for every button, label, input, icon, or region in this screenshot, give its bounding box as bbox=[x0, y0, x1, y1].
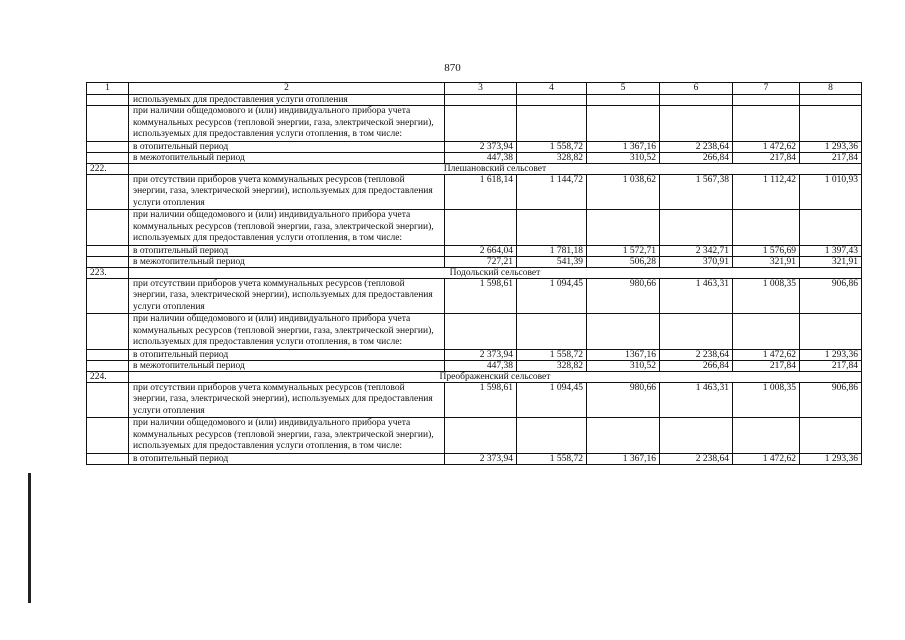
tariff-value-cell bbox=[587, 95, 660, 106]
tariff-value-cell: 1 781,18 bbox=[517, 245, 587, 256]
tariff-value-cell bbox=[733, 210, 800, 246]
table-row bbox=[87, 256, 862, 267]
tariff-value-cell: 217,84 bbox=[800, 152, 862, 163]
tariff-value-cell: 1 472,62 bbox=[733, 141, 800, 152]
table-row bbox=[87, 453, 862, 464]
row-index bbox=[87, 210, 129, 246]
tariff-value-cell bbox=[587, 314, 660, 350]
section-title: Подольский сельсовет bbox=[129, 267, 862, 278]
row-index bbox=[87, 174, 129, 210]
tariff-value-cell: 217,84 bbox=[733, 152, 800, 163]
row-description: при отсутствии приборов учета коммунальных ресурсов (тепловой энергии, газа, электрической энергии), используемых для предоставления услуги отопления bbox=[129, 278, 445, 314]
page-number: 870 bbox=[444, 62, 461, 74]
tariff-value-cell: 2 664,04 bbox=[445, 245, 517, 256]
row-index bbox=[87, 382, 129, 418]
row-index bbox=[87, 278, 129, 314]
tariff-value-cell bbox=[733, 418, 800, 454]
row-description: в межотопительный период bbox=[129, 152, 445, 163]
tariff-value-cell bbox=[587, 106, 660, 142]
tariff-value-cell: 1 618,14 bbox=[445, 174, 517, 210]
column-header: 5 bbox=[587, 83, 660, 95]
tariff-value-cell bbox=[517, 95, 587, 106]
section-index: 222. bbox=[87, 163, 129, 174]
tariff-value-cell: 1 367,16 bbox=[587, 453, 660, 464]
column-header: 2 bbox=[129, 83, 445, 95]
column-header: 3 bbox=[445, 83, 517, 95]
tariff-value-cell bbox=[517, 418, 587, 454]
tariff-value-cell: 506,28 bbox=[587, 256, 660, 267]
tariff-value-cell bbox=[445, 314, 517, 350]
tariff-value-cell: 727,21 bbox=[445, 256, 517, 267]
tariff-value-cell: 2 373,94 bbox=[445, 453, 517, 464]
tariff-value-cell: 1 008,35 bbox=[733, 278, 800, 314]
tariff-value-cell: 321,91 bbox=[733, 256, 800, 267]
tariff-value-cell: 321,91 bbox=[800, 256, 862, 267]
tariff-value-cell: 1 598,61 bbox=[445, 382, 517, 418]
tariff-value-cell bbox=[517, 314, 587, 350]
column-number-row bbox=[87, 83, 862, 95]
section-index: 223. bbox=[87, 267, 129, 278]
tariff-value-cell: 1 558,72 bbox=[517, 349, 587, 360]
table-row bbox=[87, 152, 862, 163]
table-row bbox=[87, 360, 862, 371]
section-title: Преображенский сельсовет bbox=[129, 371, 862, 382]
section-index: 224. bbox=[87, 371, 129, 382]
tariff-value-cell: 1 472,62 bbox=[733, 453, 800, 464]
row-index bbox=[87, 256, 129, 267]
column-header: 6 bbox=[660, 83, 733, 95]
tariff-value-cell: 1 576,69 bbox=[733, 245, 800, 256]
tariff-value-cell: 266,84 bbox=[660, 360, 733, 371]
tariff-value-cell: 1 572,71 bbox=[587, 245, 660, 256]
column-header: 1 bbox=[87, 83, 129, 95]
row-description: при наличии общедомового и (или) индивидуального прибора учета коммунальных ресурсов (тепловой энергии, газа, электрической энергии), используемых для предоставления услуги отопления, в том числе: bbox=[129, 210, 445, 246]
row-index bbox=[87, 106, 129, 142]
tariff-value-cell: 447,38 bbox=[445, 152, 517, 163]
tariff-value-cell: 328,82 bbox=[517, 360, 587, 371]
row-index bbox=[87, 453, 129, 464]
table-row bbox=[87, 210, 862, 246]
tariff-value-cell: 1 463,31 bbox=[660, 382, 733, 418]
row-description: при наличии общедомового и (или) индивидуального прибора учета коммунальных ресурсов (тепловой энергии, газа, электрической энергии), используемых для предоставления услуги отопления, в том числе: bbox=[129, 314, 445, 350]
tariff-value-cell: 980,66 bbox=[587, 278, 660, 314]
tariff-value-cell bbox=[660, 418, 733, 454]
tariff-value-cell bbox=[733, 95, 800, 106]
tariff-value-cell: 980,66 bbox=[587, 382, 660, 418]
tariff-value-cell: 1 094,45 bbox=[517, 278, 587, 314]
scan-edge-mark bbox=[28, 473, 31, 603]
row-description: при отсутствии приборов учета коммунальных ресурсов (тепловой энергии, газа, электрической энергии), используемых для предоставления услуги отопления bbox=[129, 174, 445, 210]
row-index bbox=[87, 245, 129, 256]
tariff-value-cell: 1 567,38 bbox=[660, 174, 733, 210]
table-row bbox=[87, 382, 862, 418]
tariff-value-cell: 2 238,64 bbox=[660, 453, 733, 464]
tariff-value-cell bbox=[517, 210, 587, 246]
tariff-value-cell bbox=[800, 314, 862, 350]
tariff-table bbox=[86, 82, 862, 465]
tariff-value-cell: 1 293,36 bbox=[800, 349, 862, 360]
tariff-value-cell bbox=[660, 95, 733, 106]
table-row bbox=[87, 278, 862, 314]
table-row bbox=[87, 95, 862, 106]
row-description: в межотопительный период bbox=[129, 256, 445, 267]
table-row bbox=[87, 174, 862, 210]
tariff-value-cell bbox=[800, 95, 862, 106]
tariff-value-cell: 541,39 bbox=[517, 256, 587, 267]
table-row bbox=[87, 106, 862, 142]
tariff-value-cell bbox=[445, 418, 517, 454]
tariff-value-cell: 310,52 bbox=[587, 360, 660, 371]
tariff-value-cell bbox=[733, 314, 800, 350]
tariff-value-cell: 217,84 bbox=[800, 360, 862, 371]
tariff-value-cell: 1 293,36 bbox=[800, 141, 862, 152]
row-description: в межотопительный период bbox=[129, 360, 445, 371]
tariff-value-cell: 1 558,72 bbox=[517, 453, 587, 464]
tariff-value-cell: 1 038,62 bbox=[587, 174, 660, 210]
tariff-value-cell: 1 463,31 bbox=[660, 278, 733, 314]
tariff-value-cell bbox=[800, 106, 862, 142]
tariff-value-cell: 2 238,64 bbox=[660, 349, 733, 360]
tariff-value-cell: 1367,16 bbox=[587, 349, 660, 360]
row-index bbox=[87, 141, 129, 152]
table-body bbox=[87, 95, 862, 465]
table-row bbox=[87, 141, 862, 152]
column-header: 8 bbox=[800, 83, 862, 95]
row-description: в отопительный период bbox=[129, 349, 445, 360]
row-description: при отсутствии приборов учета коммунальных ресурсов (тепловой энергии, газа, электрической энергии), используемых для предоставления услуги отопления bbox=[129, 382, 445, 418]
tariff-value-cell: 2 373,94 bbox=[445, 141, 517, 152]
tariff-value-cell bbox=[587, 418, 660, 454]
tariff-value-cell bbox=[800, 210, 862, 246]
row-description: в отопительный период bbox=[129, 141, 445, 152]
table-row bbox=[87, 314, 862, 350]
tariff-value-cell: 1 558,72 bbox=[517, 141, 587, 152]
row-description: в отопительный период bbox=[129, 453, 445, 464]
tariff-value-cell: 906,86 bbox=[800, 278, 862, 314]
table-row bbox=[87, 349, 862, 360]
tariff-value-cell bbox=[733, 106, 800, 142]
tariff-value-cell: 328,82 bbox=[517, 152, 587, 163]
tariff-value-cell: 310,52 bbox=[587, 152, 660, 163]
tariff-value-cell: 1 144,72 bbox=[517, 174, 587, 210]
tariff-value-cell bbox=[660, 106, 733, 142]
row-description: в отопительный период bbox=[129, 245, 445, 256]
row-index bbox=[87, 349, 129, 360]
tariff-value-cell: 1 472,62 bbox=[733, 349, 800, 360]
tariff-value-cell: 2 342,71 bbox=[660, 245, 733, 256]
row-index bbox=[87, 314, 129, 350]
tariff-value-cell: 447,38 bbox=[445, 360, 517, 371]
tariff-value-cell: 1 008,35 bbox=[733, 382, 800, 418]
tariff-value-cell bbox=[660, 210, 733, 246]
table-row bbox=[87, 418, 862, 454]
row-index bbox=[87, 418, 129, 454]
tariff-value-cell bbox=[445, 95, 517, 106]
tariff-value-cell: 217,84 bbox=[733, 360, 800, 371]
tariff-value-cell bbox=[445, 210, 517, 246]
tariff-value-cell: 1 293,36 bbox=[800, 453, 862, 464]
tariff-value-cell: 2 238,64 bbox=[660, 141, 733, 152]
tariff-value-cell: 1 112,42 bbox=[733, 174, 800, 210]
section-row bbox=[87, 267, 862, 278]
row-index bbox=[87, 95, 129, 106]
row-description: при наличии общедомового и (или) индивидуального прибора учета коммунальных ресурсов (тепловой энергии, газа, электрической энергии), используемых для предоставления услуги отопления, в том числе: bbox=[129, 418, 445, 454]
table-row bbox=[87, 245, 862, 256]
tariff-value-cell: 2 373,94 bbox=[445, 349, 517, 360]
column-header: 4 bbox=[517, 83, 587, 95]
tariff-value-cell: 1 010,93 bbox=[800, 174, 862, 210]
row-index bbox=[87, 152, 129, 163]
tariff-value-cell: 266,84 bbox=[660, 152, 733, 163]
row-index bbox=[87, 360, 129, 371]
tariff-value-cell bbox=[800, 418, 862, 454]
tariff-value-cell bbox=[445, 106, 517, 142]
tariff-value-cell bbox=[660, 314, 733, 350]
row-description: используемых для предоставления услуги отопления bbox=[129, 95, 445, 106]
tariff-value-cell: 370,91 bbox=[660, 256, 733, 267]
tariff-value-cell bbox=[517, 106, 587, 142]
tariff-value-cell: 1 397,43 bbox=[800, 245, 862, 256]
section-title: Плешановский сельсовет bbox=[129, 163, 862, 174]
column-header: 7 bbox=[733, 83, 800, 95]
row-description: при наличии общедомового и (или) индивидуального прибора учета коммунальных ресурсов (тепловой энергии, газа, электрической энергии), используемых для предоставления услуги отопления, в том числе: bbox=[129, 106, 445, 142]
section-row bbox=[87, 371, 862, 382]
tariff-value-cell: 1 367,16 bbox=[587, 141, 660, 152]
section-row bbox=[87, 163, 862, 174]
tariff-value-cell: 906,86 bbox=[800, 382, 862, 418]
tariff-value-cell: 1 598,61 bbox=[445, 278, 517, 314]
tariff-value-cell: 1 094,45 bbox=[517, 382, 587, 418]
tariff-value-cell bbox=[587, 210, 660, 246]
